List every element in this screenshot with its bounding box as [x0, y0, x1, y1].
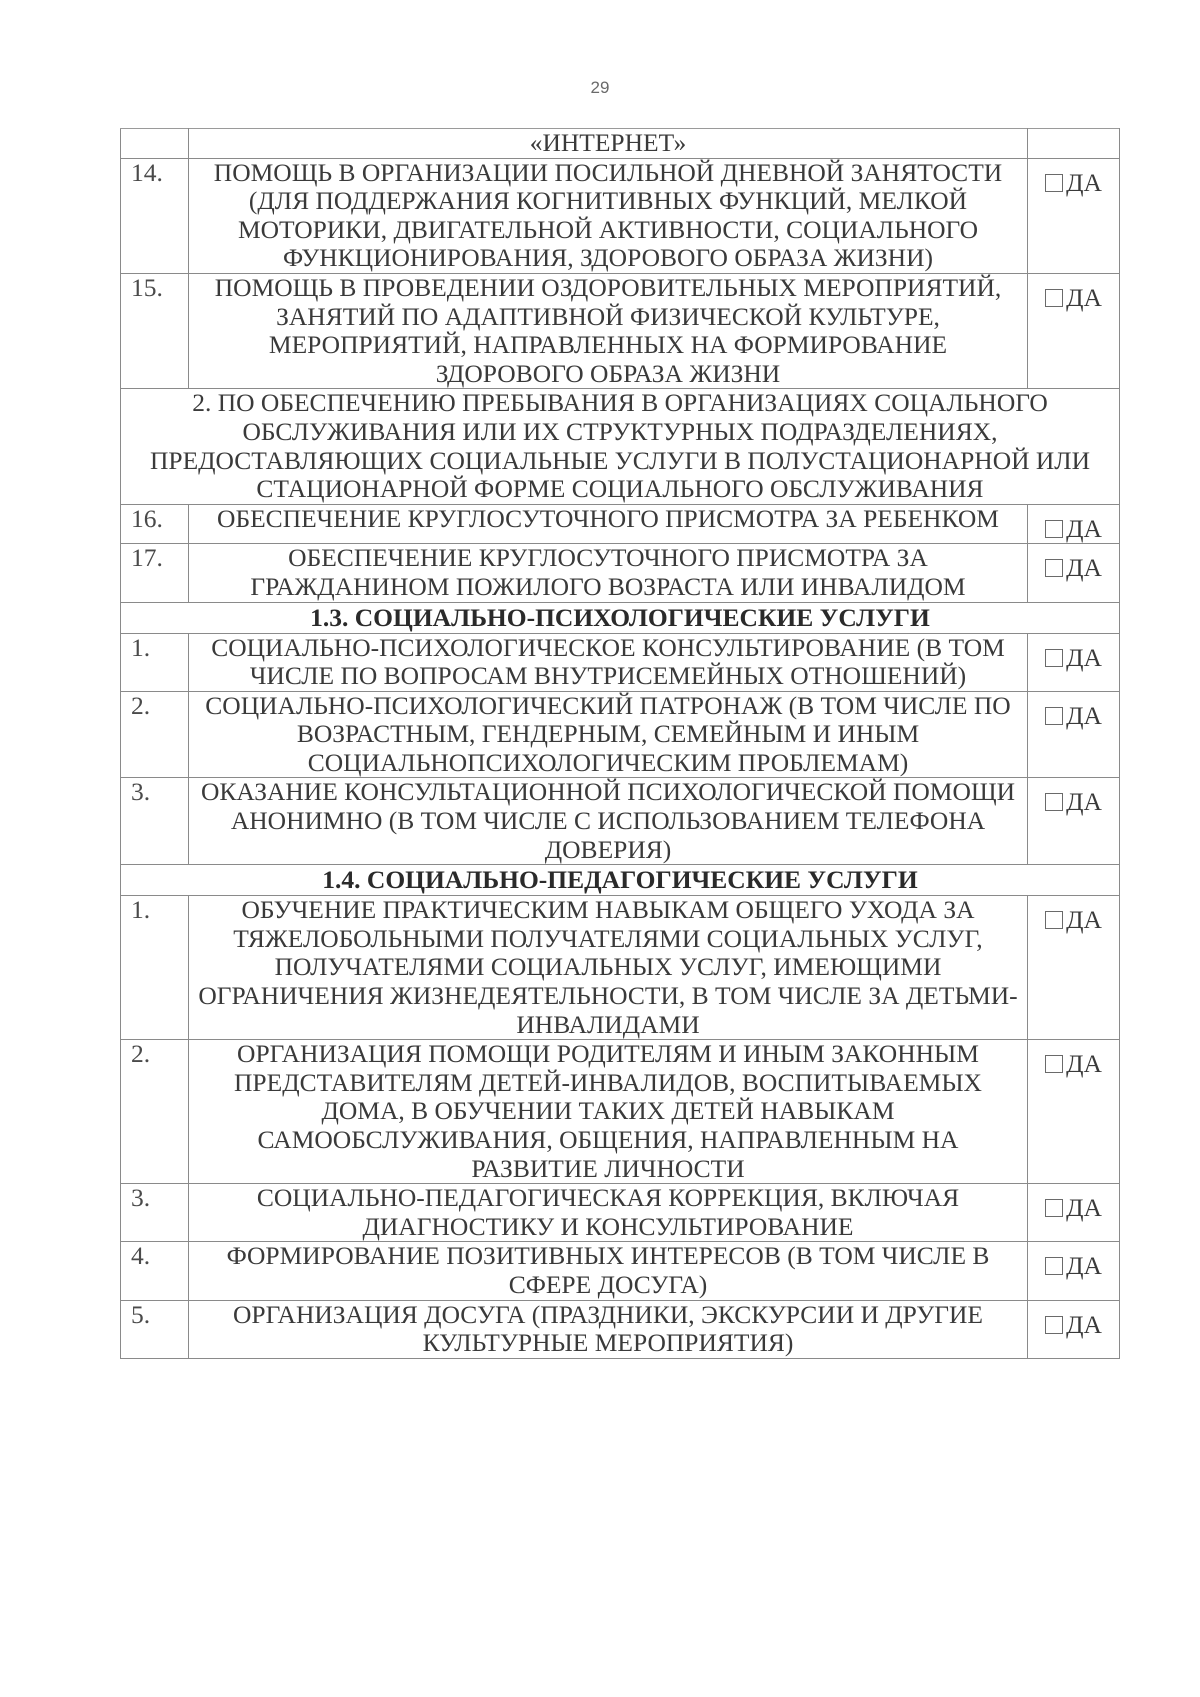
services-table-body — [121, 129, 1120, 1359]
checkbox-label: ДА — [1066, 282, 1102, 312]
empty-cell — [121, 129, 189, 159]
section-title: 2. ПО ОБЕСПЕЧЕНИЮ ПРЕБЫВАНИЯ В ОРГАНИЗАЦИЯХ СОЦАЛЬНОГО ОБСЛУЖИВАНИЯ ИЛИ ИХ СТРУКТУРНЫХ ПОДРАЗДЕЛЕНИЯХ, ПРЕДОСТАВЛЯЮЩИХ СОЦИАЛЬНЫЕ УСЛУГИ В ПОЛУСТАЦИОНАРНОЙ ИЛИ СТАЦИОНАРНОЙ ФОРМЕ СОЦИАЛЬНОГО ОБСЛУЖИВАНИЯ — [121, 389, 1120, 504]
page-number: 29 — [590, 78, 610, 97]
yes-checkbox-cell[interactable] — [1028, 691, 1120, 778]
checkbox-icon[interactable] — [1045, 174, 1063, 192]
service-description: СОЦИАЛЬНО-ПЕДАГОГИЧЕСКАЯ КОРРЕКЦИЯ, ВКЛЮЧАЯ ДИАГНОСТИКУ И КОНСУЛЬТИРОВАНИЕ — [189, 1184, 1028, 1242]
row-number: 15. — [121, 273, 189, 388]
row-number: 17. — [121, 544, 189, 602]
service-row — [121, 158, 1120, 273]
checkbox-label: ДА — [1066, 1251, 1102, 1281]
section-title: 1.3. СОЦИАЛЬНО-ПСИХОЛОГИЧЕСКИЕ УСЛУГИ — [121, 602, 1120, 633]
yes-checkbox-cell[interactable] — [1028, 158, 1120, 273]
checkbox-label: ДА — [1066, 167, 1102, 197]
checkbox-icon[interactable] — [1045, 793, 1063, 811]
checkbox-icon[interactable] — [1045, 289, 1063, 307]
row-number: 1. — [121, 633, 189, 691]
row-number: 1. — [121, 896, 189, 1040]
checkbox-icon[interactable] — [1045, 1199, 1063, 1217]
yes-checkbox-cell[interactable] — [1028, 544, 1120, 602]
checkbox-icon[interactable] — [1045, 911, 1063, 929]
service-row — [121, 1242, 1120, 1300]
section-header-row — [121, 602, 1120, 633]
service-row — [121, 896, 1120, 1040]
checkbox-icon[interactable] — [1045, 559, 1063, 577]
checkbox-label: ДА — [1066, 905, 1102, 935]
checkbox-label: ДА — [1066, 553, 1102, 583]
service-description: ОКАЗАНИЕ КОНСУЛЬТАЦИОННОЙ ПСИХОЛОГИЧЕСКОЙ ПОМОЩИ АНОНИМНО (В ТОМ ЧИСЛЕ С ИСПОЛЬЗОВАНИЕМ ТЕЛЕФОНА ДОВЕРИЯ) — [189, 778, 1028, 865]
section-header-row — [121, 389, 1120, 504]
section-header-row — [121, 865, 1120, 896]
yes-checkbox-cell[interactable] — [1028, 633, 1120, 691]
service-row — [121, 504, 1120, 544]
service-description: ОБЕСПЕЧЕНИЕ КРУГЛОСУТОЧНОГО ПРИСМОТРА ЗА РЕБЕНКОМ — [189, 504, 1028, 544]
row-number: 16. — [121, 504, 189, 544]
service-row — [121, 1300, 1120, 1358]
yes-checkbox-cell[interactable] — [1028, 504, 1120, 544]
section-title: 1.4. СОЦИАЛЬНО-ПЕДАГОГИЧЕСКИЕ УСЛУГИ — [121, 865, 1120, 896]
yes-checkbox-cell[interactable] — [1028, 896, 1120, 1040]
continuation-text: «ИНТЕРНЕТ» — [189, 129, 1028, 159]
service-row — [121, 273, 1120, 388]
yes-checkbox-cell[interactable] — [1028, 778, 1120, 865]
service-row — [121, 778, 1120, 865]
checkbox-label: ДА — [1066, 1049, 1102, 1079]
continuation-row — [121, 129, 1120, 159]
service-description: ОБУЧЕНИЕ ПРАКТИЧЕСКИМ НАВЫКАМ ОБЩЕГО УХОДА ЗА ТЯЖЕЛОБОЛЬНЫМИ ПОЛУЧАТЕЛЯМИ СОЦИАЛЬНЫХ УСЛУГ, ПОЛУЧАТЕЛЯМИ СОЦИАЛЬНЫХ УСЛУГ, ИМЕЮЩИМИ ОГРАНИЧЕНИЯ ЖИЗНЕДЕЯТЕЛЬНОСТИ, В ТОМ ЧИСЛЕ ЗА ДЕТЬМИ-ИНВАЛИДАМИ — [189, 896, 1028, 1040]
checkbox-label: ДА — [1066, 642, 1102, 672]
row-number: 2. — [121, 1040, 189, 1184]
checkbox-label: ДА — [1066, 700, 1102, 730]
service-description: ПОМОЩЬ В ОРГАНИЗАЦИИ ПОСИЛЬНОЙ ДНЕВНОЙ ЗАНЯТОСТИ (ДЛЯ ПОДДЕРЖАНИЯ КОГНИТИВНЫХ ФУНКЦИЙ, МЕЛКОЙ МОТОРИКИ, ДВИГАТЕЛЬНОЙ АКТИВНОСТИ, СОЦИАЛЬНОГО ФУНКЦИОНИРОВАНИЯ, ЗДОРОВОГО ОБРАЗА ЖИЗНИ) — [189, 158, 1028, 273]
row-number: 3. — [121, 778, 189, 865]
service-description: ПОМОЩЬ В ПРОВЕДЕНИИ ОЗДОРОВИТЕЛЬНЫХ МЕРОПРИЯТИЙ, ЗАНЯТИЙ ПО АДАПТИВНОЙ ФИЗИЧЕСКОЙ КУЛЬТУРЕ, МЕРОПРИЯТИЙ, НАПРАВЛЕННЫХ НА ФОРМИРОВАНИЕ ЗДОРОВОГО ОБРАЗА ЖИЗНИ — [189, 273, 1028, 388]
checkbox-label: ДА — [1066, 513, 1102, 543]
service-description: СОЦИАЛЬНО-ПСИХОЛОГИЧЕСКИЙ ПАТРОНАЖ (В ТОМ ЧИСЛЕ ПО ВОЗРАСТНЫМ, ГЕНДЕРНЫМ, СЕМЕЙНЫМ И ИНЫМ СОЦИАЛЬНОПСИХОЛОГИЧЕСКИМ ПРОБЛЕМАМ) — [189, 691, 1028, 778]
checkbox-label: ДА — [1066, 1193, 1102, 1223]
service-row — [121, 544, 1120, 602]
yes-checkbox-cell[interactable] — [1028, 1300, 1120, 1358]
row-number: 4. — [121, 1242, 189, 1300]
service-description: ОБЕСПЕЧЕНИЕ КРУГЛОСУТОЧНОГО ПРИСМОТРА ЗА ГРАЖДАНИНОМ ПОЖИЛОГО ВОЗРАСТА ИЛИ ИНВАЛИДОМ — [189, 544, 1028, 602]
yes-checkbox-cell[interactable] — [1028, 1184, 1120, 1242]
service-description: ОРГАНИЗАЦИЯ ПОМОЩИ РОДИТЕЛЯМ И ИНЫМ ЗАКОННЫМ ПРЕДСТАВИТЕЛЯМ ДЕТЕЙ-ИНВАЛИДОВ, ВОСПИТЫВАЕМЫХ ДОМА, В ОБУЧЕНИИ ТАКИХ ДЕТЕЙ НАВЫКАМ САМООБСЛУЖИВАНИЯ, ОБЩЕНИЯ, НАПРАВЛЕННЫМ НА РАЗВИТИЕ ЛИЧНОСТИ — [189, 1040, 1028, 1184]
yes-checkbox-cell[interactable] — [1028, 1040, 1120, 1184]
checkbox-icon[interactable] — [1045, 520, 1063, 538]
checkbox-icon[interactable] — [1045, 707, 1063, 725]
row-number: 5. — [121, 1300, 189, 1358]
services-table — [120, 128, 1120, 1359]
service-description: ОРГАНИЗАЦИЯ ДОСУГА (ПРАЗДНИКИ, ЭКСКУРСИИ И ДРУГИЕ КУЛЬТУРНЫЕ МЕРОПРИЯТИЯ) — [189, 1300, 1028, 1358]
service-description: ФОРМИРОВАНИЕ ПОЗИТИВНЫХ ИНТЕРЕСОВ (В ТОМ ЧИСЛЕ В СФЕРЕ ДОСУГА) — [189, 1242, 1028, 1300]
yes-checkbox-cell[interactable] — [1028, 1242, 1120, 1300]
checkbox-icon[interactable] — [1045, 649, 1063, 667]
row-number: 14. — [121, 158, 189, 273]
checkbox-icon[interactable] — [1045, 1316, 1063, 1334]
yes-checkbox-cell[interactable] — [1028, 273, 1120, 388]
service-row — [121, 1184, 1120, 1242]
checkbox-label: ДА — [1066, 787, 1102, 817]
service-row — [121, 633, 1120, 691]
checkbox-icon[interactable] — [1045, 1055, 1063, 1073]
checkbox-icon[interactable] — [1045, 1257, 1063, 1275]
service-row — [121, 1040, 1120, 1184]
service-row — [121, 691, 1120, 778]
empty-cell — [1028, 129, 1120, 159]
service-description: СОЦИАЛЬНО-ПСИХОЛОГИЧЕСКОЕ КОНСУЛЬТИРОВАНИЕ (В ТОМ ЧИСЛЕ ПО ВОПРОСАМ ВНУТРИСЕМЕЙНЫХ ОТНОШЕНИЙ) — [189, 633, 1028, 691]
row-number: 2. — [121, 691, 189, 778]
checkbox-label: ДА — [1066, 1309, 1102, 1339]
row-number: 3. — [121, 1184, 189, 1242]
